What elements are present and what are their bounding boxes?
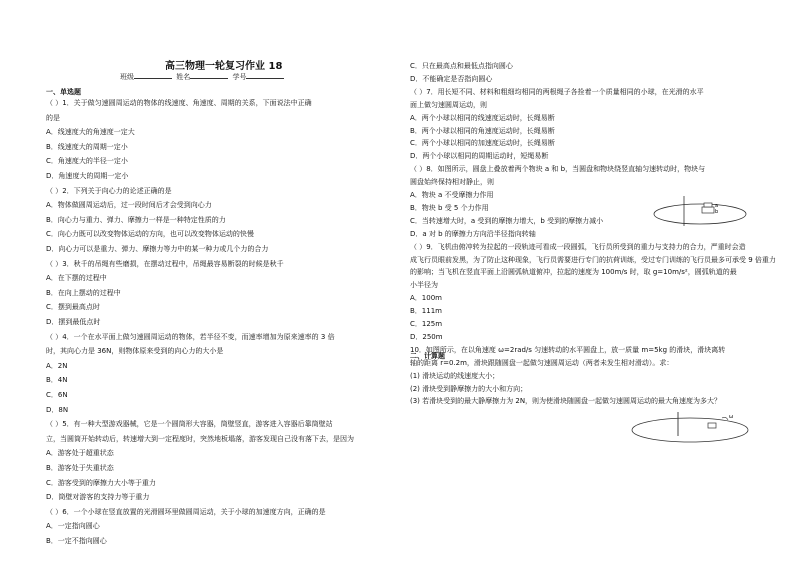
left-line: 时，其向心力是 36N，则物体原来受到的向心力的大小是 [46, 347, 224, 356]
right-line: D．不能确定是否指向圆心 [410, 74, 493, 83]
left-line: B．一定不指向圆心 [46, 537, 107, 545]
left-line: （ ）6．一个小球在竖直放置的光滑圆环里做圆周运动，关于小球的加速度方向，正确的是 [46, 507, 326, 516]
right-line: D．两个小球以相同的周期运动时，短绳易断 [410, 152, 549, 161]
right-line: 轴的距离 r=0.2m，滑块跟随圆盘一起做匀速圆周运动（两者未发生相对滑动）。求： [410, 358, 674, 367]
left-line: 立，当圆筒开始转动后，转速增大到一定程度时，突然地板塌落，游客发现自己没有落下去，是因为 [46, 434, 354, 443]
right-line: 的影响；当飞机在竖直平面上沿圆弧轨道俯冲，拉起的速度为 100m/s 时，取 g=10m/s²，圆弧轨道的最 [410, 268, 737, 277]
left-line: D．8N [46, 405, 69, 414]
right-line: 成飞行员眼前发黑，为了防止这种现象，飞行员需要进行专门的抗荷训练，受过专门训练的飞行员最多可承受 9 倍重力 [410, 255, 776, 264]
left-line: （ ）2．下列关于向心力的论述正确的是 [46, 186, 172, 195]
id-blank [246, 71, 284, 79]
left-line: A．物体做圆周运动后，过一段时间后才会受到向心力 [46, 201, 212, 210]
figure-q8-disc [650, 192, 750, 232]
right-line: C．当转速增大时，a 受到的摩擦力增大，b 受到的摩擦力减小 [410, 216, 604, 225]
right-line: （ ）9．飞机由俯冲转为拉起的一段轨迹可看成一段圆弧，飞行员所受到的重力与支持力的合力，严重时会造 [410, 242, 746, 251]
fig8-label-b: b [715, 209, 719, 215]
right-line: 圆盘始终保持相对静止，则 [410, 178, 494, 187]
page-title: 高三物理一轮复习作业 18 [165, 61, 283, 72]
class-blank [134, 71, 172, 79]
name-blank [190, 71, 228, 79]
right-line: A．两个小球以相同的线速度运动时，长绳易断 [410, 113, 555, 122]
left-line: （ ）5．有一种大型游戏器械，它是一个圆筒形大容器，筒壁竖直，游客进入容器后靠筒壁站 [46, 420, 333, 429]
right-line: B．111m [410, 307, 442, 316]
left-line: C．摆到最高点时 [46, 303, 100, 312]
left-line: A．在下摆的过程中 [46, 274, 107, 283]
left-line: A．2N [46, 361, 68, 370]
right-line: B．物块 b 受 5 个力作用 [410, 203, 489, 212]
right-line: 面上做匀速圆周运动，则 [410, 100, 487, 109]
section-single-choice: 一、单选题 [46, 88, 81, 96]
right-line: C．两个小球以相同的加速度运动时，长绳易断 [410, 139, 555, 148]
right-line: C．125m [410, 320, 443, 328]
fig10-label-omega: ω [729, 414, 734, 420]
left-line: D．向心力可以是重力、弹力、摩擦力等力中的某一种力或几个力的合力 [46, 245, 269, 253]
left-line: A．游客处于超重状态 [46, 449, 114, 458]
left-line: C．角速度大的半径一定小 [46, 157, 128, 166]
right-line: A．100m [410, 294, 442, 303]
left-line: B．线速度大的周期一定小 [46, 142, 128, 151]
right-line: C．只在最高点和最低点指向圆心 [410, 62, 513, 70]
figure-q10-turntable [630, 410, 750, 446]
right-line: （ ）8．如图所示，圆盘上叠放着两个物块 a 和 b，当圆盘和物块绕竖直轴匀速转动时，物块与 [410, 165, 706, 174]
left-line: B．4N [46, 376, 68, 385]
left-line: C．6N [46, 391, 68, 399]
right-line: D．a 对 b 的摩擦力方向沿半径指向转轴 [410, 229, 536, 238]
left-line: B．在向上摆动的过程中 [46, 288, 121, 297]
name-label: 姓名 [176, 73, 191, 81]
left-line: （ ）4．一个在水平面上做匀速圆周运动的物体，若半径不变，而速率增加为原来速率的 3 倍 [46, 332, 335, 341]
right-line: (1) 滑块运动的线速度大小； [410, 371, 500, 380]
right-line: (3) 若滑块受到的最大静摩擦力为 2N，则为使滑块随圆盘一起做匀速圆周运动的最大角速度为多大？ [410, 397, 722, 406]
left-line: A．线速度大的角速度一定大 [46, 128, 135, 137]
right-line: B．两个小球以相同的角速度运动时，长绳易断 [410, 126, 555, 135]
id-label: 学号 [232, 73, 247, 81]
left-line: （ ）1．关于做匀速圆周运动的物体的线速度、角速度、周期的关系，下面说法中正确 [46, 99, 312, 107]
section-calculation: 二、计算题 [410, 352, 445, 360]
left-line: C．向心力既可以改变物体运动的方向，也可以改变物体运动的快慢 [46, 230, 254, 239]
right-line: A．物块 a 不受摩擦力作用 [410, 191, 494, 199]
left-line: B．游客处于失重状态 [46, 464, 114, 472]
right-line: D．250m [410, 332, 443, 341]
right-line: （ ）7．用长短不同、材料和粗细均相同的两根绳子各拴着一个质量相同的小球，在光滑的水平 [410, 87, 704, 96]
right-line: 10．如图所示，在以角速度 ω=2rad/s 匀速转动的水平圆盘上，放一质量 m=5kg 的滑块，滑块离转 [410, 345, 726, 354]
left-line: D．筒壁对游客的支持力等于重力 [46, 493, 150, 502]
left-line: 的是 [46, 113, 60, 122]
student-info [120, 71, 286, 82]
left-line: （ ）3．秋千的吊绳有些磨损，在摆动过程中，吊绳最容易断裂的时候是秋千 [46, 259, 284, 268]
right-line: (2) 滑块受到静摩擦力的大小和方向； [410, 384, 528, 393]
left-line: D．摆到最低点时 [46, 318, 101, 326]
class-label: 班级 [120, 73, 134, 81]
right-line: 小半径为 [410, 281, 438, 290]
fig8-label-a: a [715, 203, 719, 209]
left-line: A．一定指向圆心 [46, 522, 100, 531]
left-line: B．向心力与重力、弹力、摩擦力一样是一种特定性质的力 [46, 215, 226, 224]
left-line: C．游客受到的摩擦力大小等于重力 [46, 478, 156, 487]
left-line: D．角速度大的周期一定小 [46, 172, 129, 180]
